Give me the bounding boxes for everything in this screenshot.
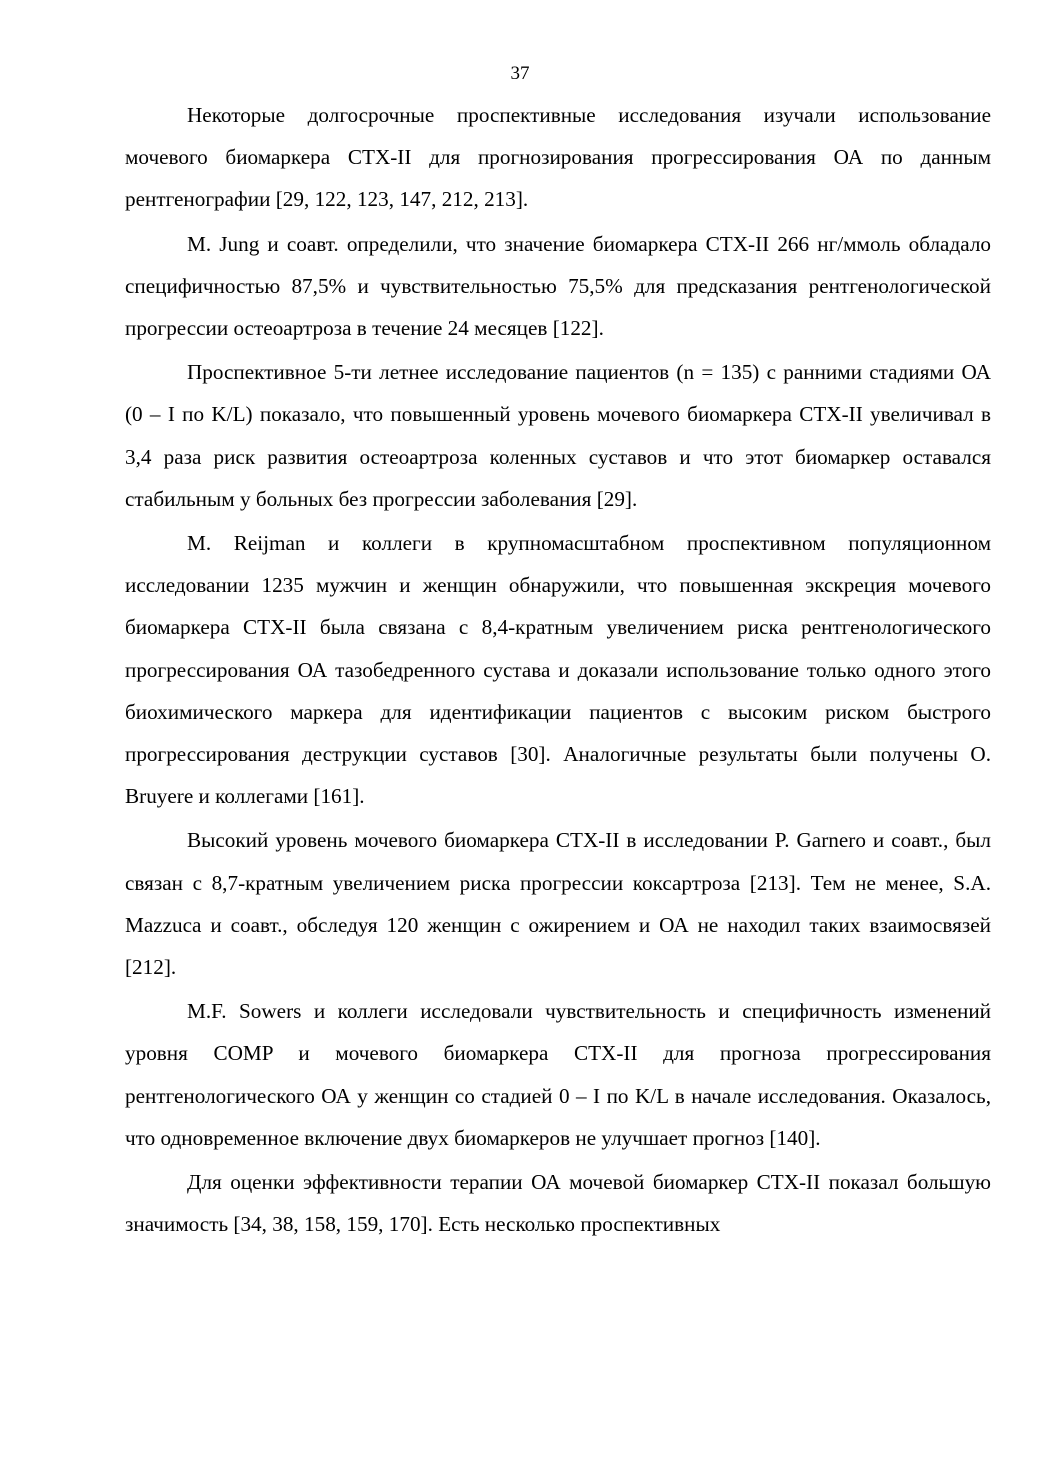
paragraph-3: Проспективное 5-ти летнее исследование пациентов (n = 135) с ранними стадиями ОА (0 – I по K/L) показало, что повышенный уровень мочевого биомаркера CTX-II увеличивал в 3,4 раза риск развития остеоартроза коленных суставов и что этот биомаркер оставался стабильным у больных без прогрессии заболевания [29]. xyxy=(125,360,991,511)
paragraph-1: Некоторые долгосрочные проспективные исследования изучали использование мочевого биомаркера CTX-II для прогнозирования прогрессирования ОА по данным рентгенографии [29, 122, 123, 147, 212, 213]. xyxy=(125,103,991,212)
paragraph-4: M. Reijman и коллеги в крупномасштабном проспективном популяционном исследовании 1235 мужчин и женщин обнаружили, что повышенная экскреция мочевого биомаркера CTX-II была связана с 8,4-кратным увеличением риска рентгенологического прогрессирования ОА тазобедренного сустава и доказали использование только одного этого биохимического маркера для идентификации пациентов с высоким риском быстрого прогрессирования деструкции суставов [30]. Аналогичные результаты были получены O. Bruyere и коллегами [161]. xyxy=(125,531,991,809)
document-body xyxy=(125,94,991,1247)
paragraph-5: Высокий уровень мочевого биомаркера CTX-II в исследовании P. Garnero и соавт., был связан с 8,7-кратным увеличением риска прогрессии коксартроза [213]. Тем не менее, S.A. Mazzuca и соавт., обследуя 120 женщин с ожирением и ОА не находил таких взаимосвязей [212]. xyxy=(125,828,991,980)
paragraph-2: M. Jung и соавт. определили, что значение биомаркера CTX-II 266 нг/ммоль обладало специфичностью 87,5% и чувствительностью 75,5% для предсказания рентгенологической прогрессии остеоартроза в течение 24 месяцев [122]. xyxy=(125,231,991,341)
page-number: 37 xyxy=(510,63,530,84)
paragraph-6: M.F. Sowers и коллеги исследовали чувствительность и специфичность изменений уровня COMP и мочевого биомаркера CTX-II для прогноза прогрессирования рентгенологического ОА у женщин со стадией 0 – I по K/L в начале исследования. Оказалось, что одновременное включение двух биомаркеров не улучшает прогноз [140]. xyxy=(125,999,991,1150)
paragraph-7: Для оценки эффективности терапии ОА мочевой биомаркер CTX-II показал большую значимость [34, 38, 158, 159, 170]. Есть несколько проспективных xyxy=(125,1170,991,1237)
